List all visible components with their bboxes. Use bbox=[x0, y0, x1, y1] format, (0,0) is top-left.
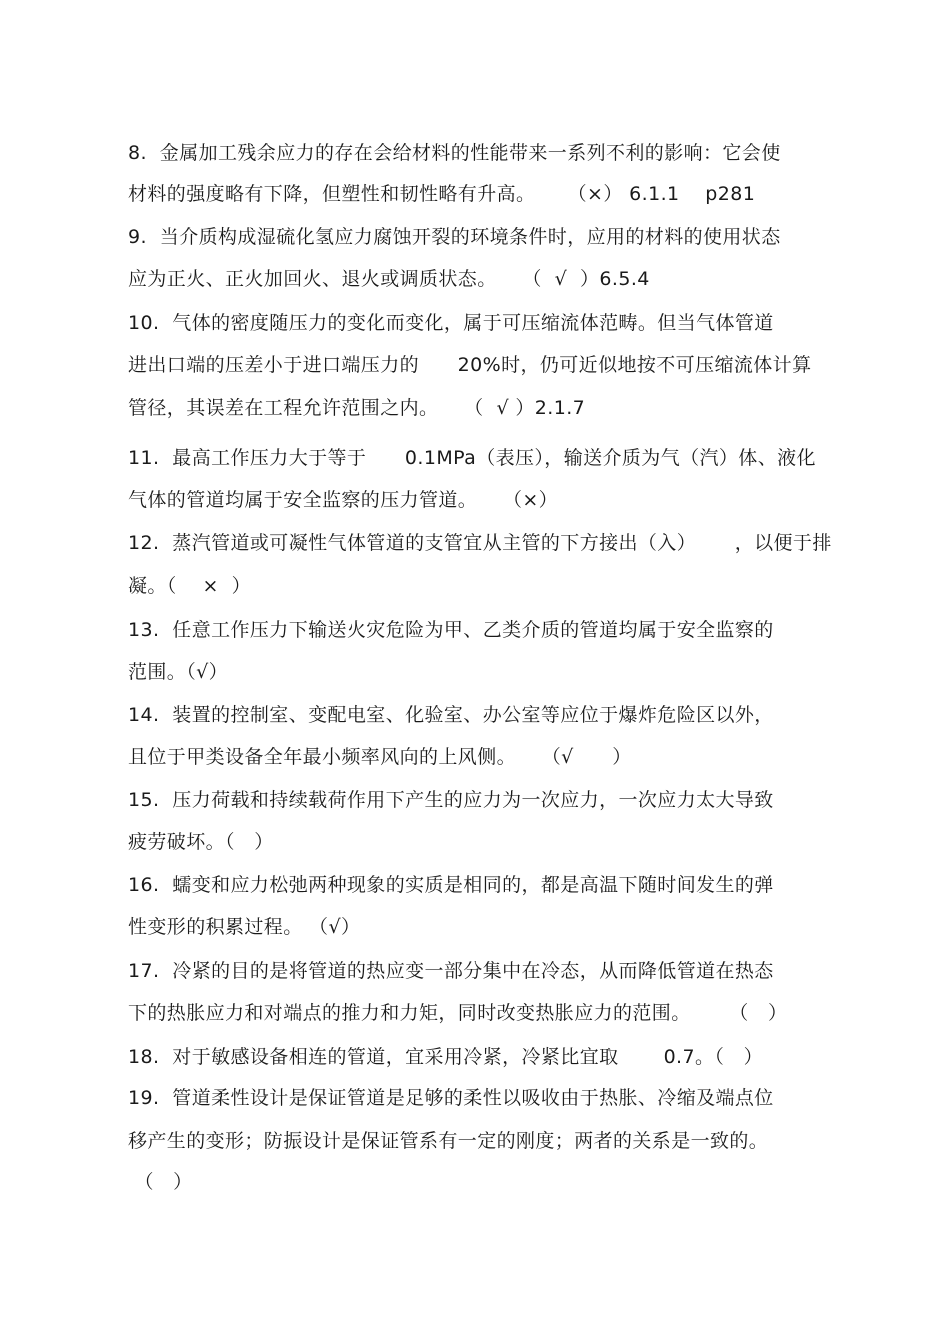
q14-line-2: 且位于甲类设备全年最小频率风向的上风侧。 （√ ） bbox=[128, 746, 632, 768]
q12-line-1: 12. 蒸汽管道或可凝性气体管道的支管宜从主管的下方接出（入） ，以便于排 bbox=[128, 532, 832, 554]
q19-line-1: 19. 管道柔性设计是保证管道是足够的柔性以吸收由于热胀、冷缩及端点位 bbox=[128, 1087, 774, 1109]
q16-line-1: 16. 蠕变和应力松弛两种现象的实质是相同的，都是高温下随时间发生的弹 bbox=[128, 874, 774, 896]
q17-line-1: 17. 冷紧的目的是将管道的热应变一部分集中在冷态，从而降低管道在热态 bbox=[128, 960, 774, 982]
q19-line-2: 移产生的变形；防振设计是保证管系有一定的刚度；两者的关系是一致的。 bbox=[128, 1130, 769, 1152]
q9-line-2: 应为正火、正火加回火、退火或调质状态。 （ √ ）6.5.4 bbox=[128, 268, 650, 290]
q8-line-1: 8. 金属加工残余应力的存在会给材料的性能带来一系列不利的影响：它会使 bbox=[128, 142, 781, 164]
q10-line-2: 进出口端的压差小于进口端压力的 20%时，仍可近似地按不可压缩流体计算 bbox=[128, 354, 812, 376]
q8-line-2: 材料的强度略有下降，但塑性和韧性略有升高。 （×） 6.1.1 p281 bbox=[128, 183, 756, 205]
q9-line-1: 9. 当介质构成湿硫化氢应力腐蚀开裂的环境条件时，应用的材料的使用状态 bbox=[128, 226, 781, 248]
q10-line-1: 10. 气体的密度随压力的变化而变化，属于可压缩流体范畴。但当气体管道 bbox=[128, 312, 774, 334]
q15-line-1: 15. 压力荷载和持续载荷作用下产生的应力为一次应力，一次应力太大导致 bbox=[128, 789, 774, 811]
q14-line-1: 14. 装置的控制室、变配电室、化验室、办公室等应位于爆炸危险区以外， bbox=[128, 704, 774, 726]
q13-line-1: 13. 任意工作压力下输送火灾危险为甲、乙类介质的管道均属于安全监察的 bbox=[128, 619, 774, 641]
q17-line-2: 下的热胀应力和对端点的推力和力矩，同时改变热胀应力的范围。 （ ） bbox=[128, 1002, 788, 1024]
q19-line-3: （ ） bbox=[128, 1171, 193, 1193]
q13-line-2: 范围。（√） bbox=[128, 661, 229, 683]
q10-line-3: 管径，其误差在工程允许范围之内。 （ √ ）2.1.7 bbox=[128, 397, 586, 419]
q12-line-2: 凝。（ × ） bbox=[128, 575, 252, 597]
q11-line-2: 气体的管道均属于安全监察的压力管道。 （×） bbox=[128, 489, 559, 511]
q15-line-2: 疲劳破坏。（ ） bbox=[128, 831, 274, 853]
q11-line-1: 11. 最高工作压力大于等于 0.1MPa（表压），输送介质为气（汽）体、液化 bbox=[128, 447, 816, 469]
q16-line-2: 性变形的积累过程。 （√） bbox=[128, 916, 361, 938]
q18-line-1: 18. 对于敏感设备相连的管道，宜采用冷紧，冷紧比宜取 0.7。（ ） bbox=[128, 1046, 764, 1068]
